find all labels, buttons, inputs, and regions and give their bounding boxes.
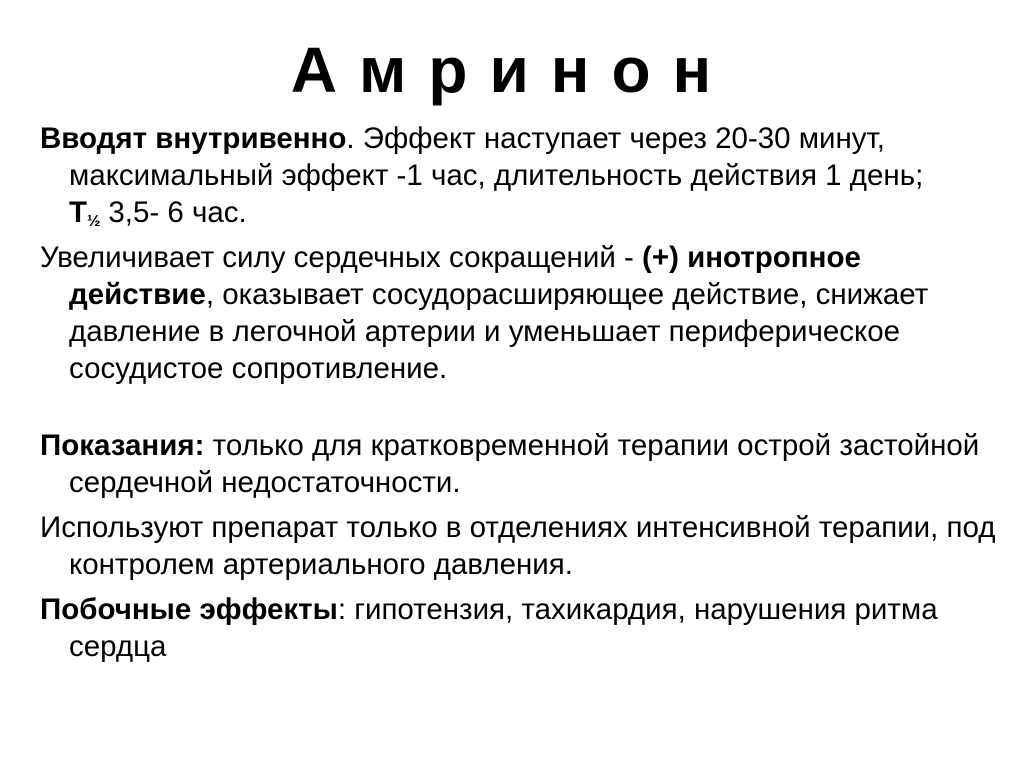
paragraph-usage: [40, 509, 1000, 583]
side-effects-text: : гипотензия, тахикардия, нарушения ритма сердца: [69, 593, 938, 663]
administration-route-label: Вводят внутривенно: [40, 122, 347, 155]
inotropic-action-label: (+) инотропное действие: [69, 241, 861, 311]
mechanism-text-continued: , оказывает сосудорасширяющее действие, снижает давление в легочной артерии и уменьшает периферическое сосудистое сопротивление.: [69, 278, 929, 385]
side-effects-label: Побочные эффекты: [40, 593, 338, 626]
indications-label: Показания:: [40, 429, 205, 462]
paragraph-administration: [40, 120, 1000, 231]
paragraph-mechanism: [40, 239, 1000, 387]
slide-title: Амринон: [290, 34, 734, 106]
indications-text: только для кратковременной терапии острой застойной сердечной недостаточности.: [69, 429, 980, 499]
usage-text: Используют препарат только в отделениях интенсивной терапии, под контролем артериального давления.: [40, 511, 996, 581]
paragraph-side-effects: [40, 591, 1000, 665]
half-life-subscript: ½: [87, 213, 101, 230]
mechanism-text: Увеличивает силу сердечных сокращений -: [40, 241, 643, 274]
administration-text: . Эффект наступает через 20-30 минут, максимальный эффект -1 час, длительность действия 1 день;: [69, 122, 924, 192]
slide-body: [40, 120, 1000, 673]
half-life-symbol: T: [69, 196, 88, 229]
paragraph-indications: [40, 427, 1000, 501]
half-life-value: 3,5- 6 час.: [108, 196, 247, 229]
